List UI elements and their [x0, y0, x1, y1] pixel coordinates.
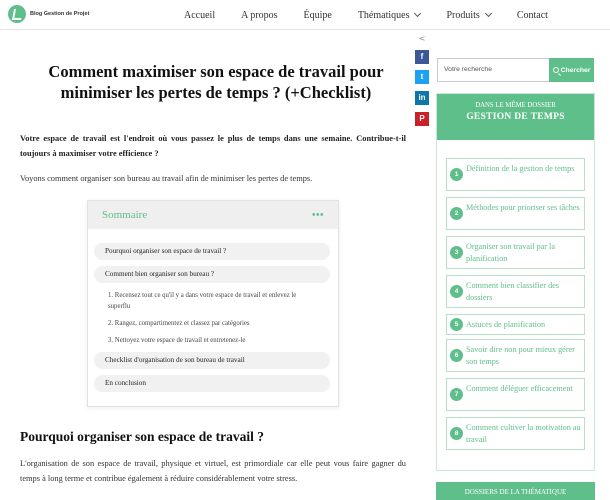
dossier-item[interactable]	[446, 314, 585, 335]
toc-subitem[interactable]: 1. Recensez tout ce qu'il y a dans votre espace de travail et enlevez le superflu	[108, 292, 297, 310]
chevron-down-icon	[414, 10, 421, 17]
dossier-item[interactable]	[446, 378, 585, 411]
dossier-item-label: Comment déléguer efficacement	[466, 384, 573, 393]
toc-item[interactable]: Checklist d'organisation de son bureau de travail	[94, 352, 330, 369]
toc-item[interactable]: Comment bien organiser son bureau ?	[94, 266, 330, 283]
dossier-item-label: Savoir dire non pour mieux gérer son temps	[466, 345, 575, 366]
logo-check-icon	[8, 5, 26, 23]
section-paragraph: L'organisation de son espace de travail, physique et virtuel, est primordiale car elle peut vous faire gagner du temps à long terme et contribue également à réduire considérablement votre stress.	[20, 459, 406, 483]
site-logo[interactable]	[8, 5, 89, 23]
dossier-item[interactable]	[446, 197, 585, 230]
nav-thematiques[interactable]: Thématiques	[358, 10, 421, 21]
item-number-badge: 6	[450, 349, 463, 362]
dossier-panel	[436, 93, 595, 471]
dossier-item-label: Astuces de planification	[466, 320, 546, 329]
toc-subitem[interactable]: 3. Nettoyez votre espace de travail et entretenez-le	[108, 337, 246, 344]
item-number-badge: 2	[450, 207, 463, 220]
site-header	[0, 0, 610, 30]
toc-header[interactable]	[88, 201, 338, 229]
search-icon	[553, 67, 559, 73]
twitter-share-icon[interactable]: t	[415, 70, 429, 84]
logo-text: Blog Gestion de Projet	[30, 11, 90, 17]
dossier-kicker: DANS LE MÊME DOSSIER	[475, 102, 556, 109]
item-number-badge: 7	[450, 388, 463, 401]
dossier-header	[437, 94, 594, 140]
dossier-item-label: Comment cultiver la motivation au travail	[466, 423, 581, 444]
toc-item[interactable]: Pourquoi organiser son espace de travail ?	[94, 243, 330, 260]
dossier-item-label: Organiser son travail par la planification	[466, 242, 555, 263]
search-button-label: Chercher	[560, 66, 591, 74]
dossier-item[interactable]	[446, 236, 585, 269]
dossier-item[interactable]	[446, 417, 585, 450]
dossier-item-label: Méthodes pour prioriser ses tâches	[466, 203, 580, 212]
item-number-badge: 8	[450, 427, 463, 440]
toc-item[interactable]: En conclusion	[94, 375, 330, 392]
article-intro-bold: Votre espace de travail est l'endroit où vous passez le plus de temps dans une semaine. Contribue-t-il toujours à maximiser votre efficience ?	[20, 134, 406, 158]
dossier-item[interactable]	[446, 158, 585, 191]
nav-produits[interactable]: Produits	[446, 10, 490, 21]
facebook-share-icon[interactable]: f	[415, 50, 429, 64]
article-intro-text: Voyons comment organiser son bureau au travail afin de minimiser les pertes de temps.	[20, 174, 313, 183]
search-button[interactable]	[549, 58, 594, 82]
toc-toggle-icon[interactable]: •••	[311, 209, 324, 221]
nav-accueil[interactable]: Accueil	[184, 9, 216, 21]
toc-title: Sommaire	[102, 209, 148, 221]
linkedin-share-icon[interactable]: in	[415, 91, 429, 105]
item-number-badge: 3	[450, 246, 463, 259]
nav-equipe[interactable]: Équipe	[303, 9, 332, 21]
share-icon: <	[418, 34, 426, 43]
dossier-item[interactable]	[446, 339, 585, 372]
item-number-badge: 5	[450, 318, 463, 331]
nav-a-propos[interactable]: A propos	[241, 9, 278, 21]
toc-subitem[interactable]: 2. Rangez, compartimentez et classez par catégories	[108, 320, 250, 327]
main-nav	[184, 0, 574, 30]
pinterest-share-icon[interactable]: P	[415, 112, 429, 126]
article-title: Comment maximiser son espace de travail pour minimiser les pertes de temps ? (+Checklist)	[48, 62, 384, 102]
chevron-down-icon	[485, 10, 492, 17]
dossier-item-label: Comment bien classifier des dossiers	[466, 281, 559, 302]
search-input[interactable]: Votre recherche	[437, 58, 549, 82]
thematic-dossiers-heading: DOSSIERS DE LA THÉMATIQUE	[436, 482, 595, 500]
dossier-title: GESTION DE TEMPS	[466, 112, 565, 122]
table-of-contents	[87, 200, 339, 407]
nav-contact[interactable]: Contact	[516, 9, 548, 21]
item-number-badge: 4	[450, 285, 463, 298]
dossier-item-label: Définition de la gestion de temps	[466, 164, 575, 173]
dossier-item[interactable]	[446, 275, 585, 308]
item-number-badge: 1	[450, 168, 463, 181]
section-heading: Pourquoi organiser son espace de travail ?	[20, 429, 265, 444]
